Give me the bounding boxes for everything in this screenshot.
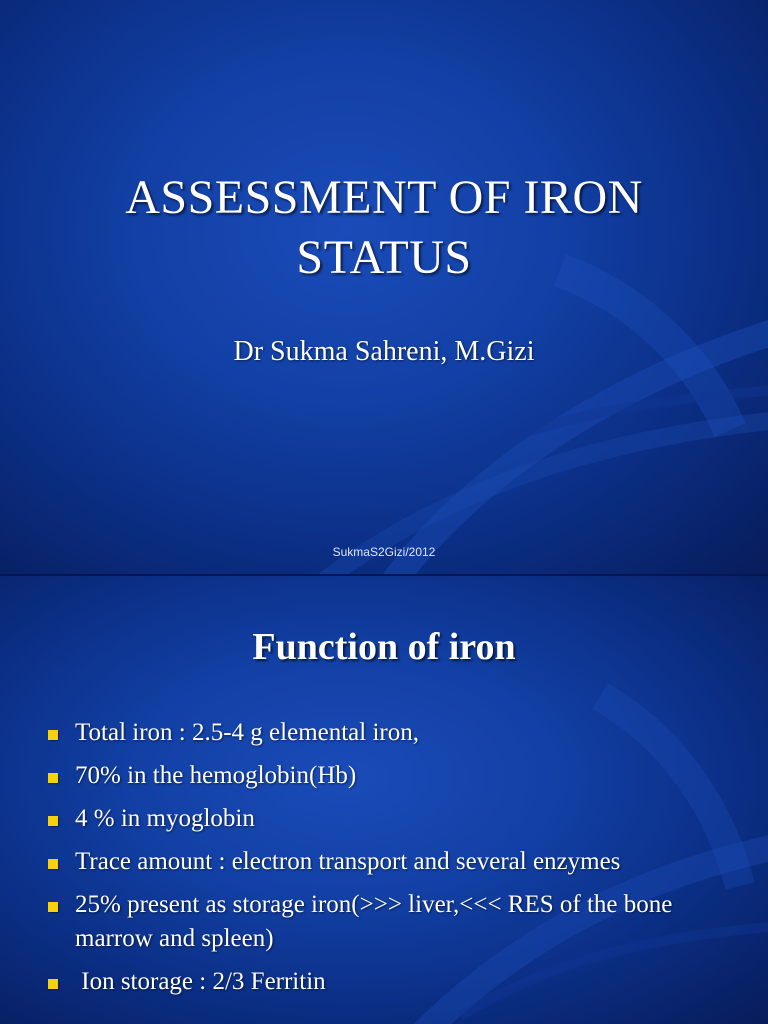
yellow-square-bullet-icon [48, 902, 58, 912]
list-item [46, 965, 726, 999]
yellow-square-bullet-icon [48, 730, 58, 740]
bullet-text: Trace amount : electron transport and several enzymes [75, 848, 621, 875]
bullet-text: 70% in the hemoglobin(Hb) [75, 762, 357, 789]
bullet-text: Total iron : 2.5-4 g elemental iron, [75, 719, 419, 746]
list-item [46, 845, 726, 879]
yellow-square-bullet-icon [48, 859, 58, 869]
yellow-square-bullet-icon [48, 979, 58, 989]
list-item [46, 716, 726, 750]
bullet-text: 4 % in myoglobin [75, 805, 255, 832]
list-item [46, 802, 726, 836]
list-item [46, 888, 726, 956]
bullet-text: 25% present as storage iron(>>> liver,<<< RES of the bone marrow and spleen) [75, 891, 673, 952]
content-slide [0, 576, 768, 1024]
yellow-square-bullet-icon [48, 773, 58, 783]
slide-title: ASSESSMENT OF IRON STATUS [125, 171, 643, 284]
slide-footer: SukmaS2Gizi/2012 [332, 545, 436, 559]
bullet-list [46, 716, 726, 1008]
presenter-name: Dr Sukma Sahreni, M.Gizi [233, 336, 535, 367]
yellow-square-bullet-icon [48, 816, 58, 826]
bullet-text: Ion storage : 2/3 Ferritin [75, 968, 326, 995]
slide-heading: Function of iron [252, 626, 516, 668]
list-item [46, 759, 726, 793]
